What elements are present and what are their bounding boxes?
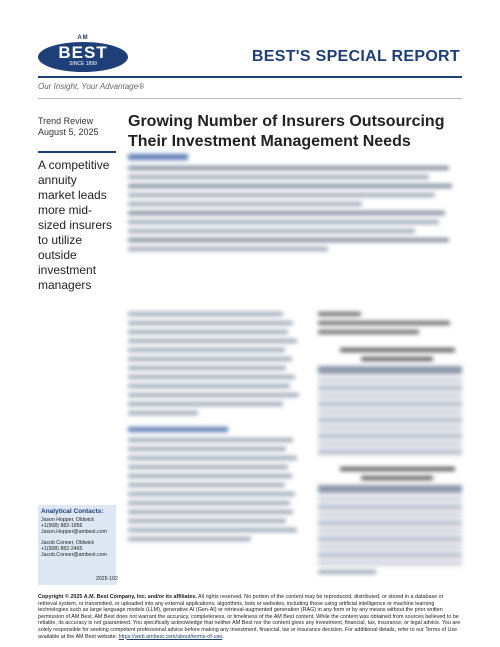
key-takeaways-blurred	[128, 154, 462, 256]
report-label: BEST'S SPECIAL REPORT	[251, 48, 460, 65]
contact-phone: +1(908) 882-2465	[41, 545, 83, 552]
text-line	[128, 202, 362, 206]
text-line	[128, 247, 328, 251]
logo-since-text: SINCE 1899	[69, 61, 97, 67]
contact-email[interactable]: Jacob.Conner@ambest.com	[41, 552, 107, 559]
text-line	[128, 229, 415, 233]
text-line	[340, 467, 455, 471]
text-line	[128, 537, 251, 541]
contacts-heading: Analytical Contacts:	[41, 508, 104, 515]
table-header	[318, 366, 462, 374]
report-date: August 5, 2025	[38, 127, 99, 137]
text-line	[128, 483, 285, 487]
text-line	[128, 528, 297, 532]
table-row	[318, 441, 462, 447]
sidebar-pull-quote: A competitive annuity market leads more mid-sized insurers to utilize outside investment managers	[38, 158, 113, 292]
text-line	[128, 456, 297, 460]
report-type: Trend Review	[38, 116, 94, 126]
text-line	[128, 166, 449, 170]
table-row	[318, 449, 462, 455]
text-line	[128, 312, 283, 316]
table-row	[318, 560, 462, 566]
text-line	[128, 321, 293, 325]
text-line	[128, 438, 293, 442]
table-row	[318, 520, 462, 526]
text-line	[128, 510, 293, 514]
table-row	[318, 536, 462, 542]
copyright-notice	[38, 594, 464, 640]
table-row	[318, 544, 462, 550]
text-line	[128, 501, 290, 505]
text-line	[128, 220, 439, 224]
table-row	[318, 385, 462, 391]
text-line	[128, 474, 292, 478]
page-header	[0, 0, 500, 91]
contact-phone: +1(908) 882-1856	[41, 523, 83, 530]
text-line	[128, 411, 198, 415]
logo-am-text: AM	[77, 35, 89, 41]
text-line	[128, 339, 297, 343]
text-line	[128, 384, 290, 388]
tagline-divider	[38, 98, 462, 99]
table-row	[318, 552, 462, 558]
document-number: 2025-102	[96, 576, 118, 582]
table-header	[318, 485, 462, 493]
copyright-body: All rights reserved. No portion of the content may be reproduced, distributed, or stored in a database or retrieval system, or transmitted, or uploaded into any external applications, algorithms, bots or websites, including those using artificial intelligence or machine learning technologies such as large language models (LLM), generative AI (Gen-AI) or retrieval-augmented generation (RAG) in any form or by any means without the prior written permission of AM Best. AM Best does not warrant the accuracy, completeness, or timeliness of the AM Best content. While the content was obtained from sources believed to be reliable, its accuracy is not guaranteed. You specifically acknowledge that neither AM Best nor the content gives any investment, financial, tax, insurance, or legal advice. You are solely responsible for seeking competent professional advice before making any investment, financial, tax or insurance decision. For additional details, refer to our Terms of Use available at the AM Best website:	[38, 594, 461, 640]
table-row	[318, 409, 462, 415]
body-text-blurred	[128, 312, 304, 546]
text-line	[318, 330, 419, 334]
text-line	[318, 321, 450, 325]
contact-name: Jason Hopper, Oldwick	[41, 517, 95, 523]
section-subheading	[128, 427, 228, 432]
copyright-tail: .	[222, 633, 224, 640]
copyright-lead: Copyright © 2025 A.M. Best Company, Inc. and/or its affiliates.	[38, 594, 197, 600]
text-line	[128, 402, 283, 406]
text-line	[128, 175, 429, 179]
text-line	[128, 357, 292, 361]
tagline: Our Insight, Your Advantage®	[38, 82, 144, 91]
key-takeaways-heading	[128, 154, 188, 160]
page-title: Growing Number of Insurers Outsourcing Their Investment Management Needs	[128, 113, 445, 150]
exhibit-table-2	[318, 467, 462, 574]
contact-name: Jacob Conner, Oldwick	[41, 539, 95, 546]
report-meta	[38, 116, 99, 138]
text-line	[128, 184, 452, 188]
text-line	[128, 492, 295, 496]
text-line	[128, 366, 286, 370]
text-line	[318, 312, 361, 316]
text-line	[128, 348, 285, 352]
sidebar-divider	[38, 151, 116, 153]
text-line	[128, 211, 445, 215]
exhibit-caption	[318, 312, 462, 334]
table-row	[318, 504, 462, 510]
text-line	[128, 519, 286, 523]
table-row	[318, 425, 462, 431]
table-row	[318, 393, 462, 399]
exhibit-table-1	[318, 348, 462, 455]
table-row	[318, 401, 462, 407]
analytical-contacts	[38, 505, 116, 585]
table-row	[318, 433, 462, 439]
text-line	[340, 348, 455, 352]
logo-best-text: BEST	[58, 43, 108, 62]
text-line	[318, 570, 376, 574]
contact-email[interactable]: Jason.Hopper@ambest.com	[41, 529, 107, 536]
table-row	[318, 417, 462, 423]
text-line	[128, 447, 286, 451]
text-line	[361, 357, 433, 361]
text-line	[128, 465, 288, 469]
text-line	[361, 476, 433, 480]
table-row	[318, 377, 462, 383]
exhibit-blurred	[318, 312, 462, 579]
text-line	[128, 330, 288, 334]
text-line	[128, 375, 295, 379]
header-divider	[38, 76, 462, 78]
text-line	[128, 393, 299, 397]
table-row	[318, 528, 462, 534]
terms-of-use-link[interactable]: https://web.ambest.com/about/terms-of-use	[118, 633, 223, 640]
am-best-logo	[38, 35, 128, 74]
table-row	[318, 512, 462, 518]
text-line	[128, 238, 449, 242]
text-line	[128, 193, 435, 197]
table-row	[318, 496, 462, 502]
